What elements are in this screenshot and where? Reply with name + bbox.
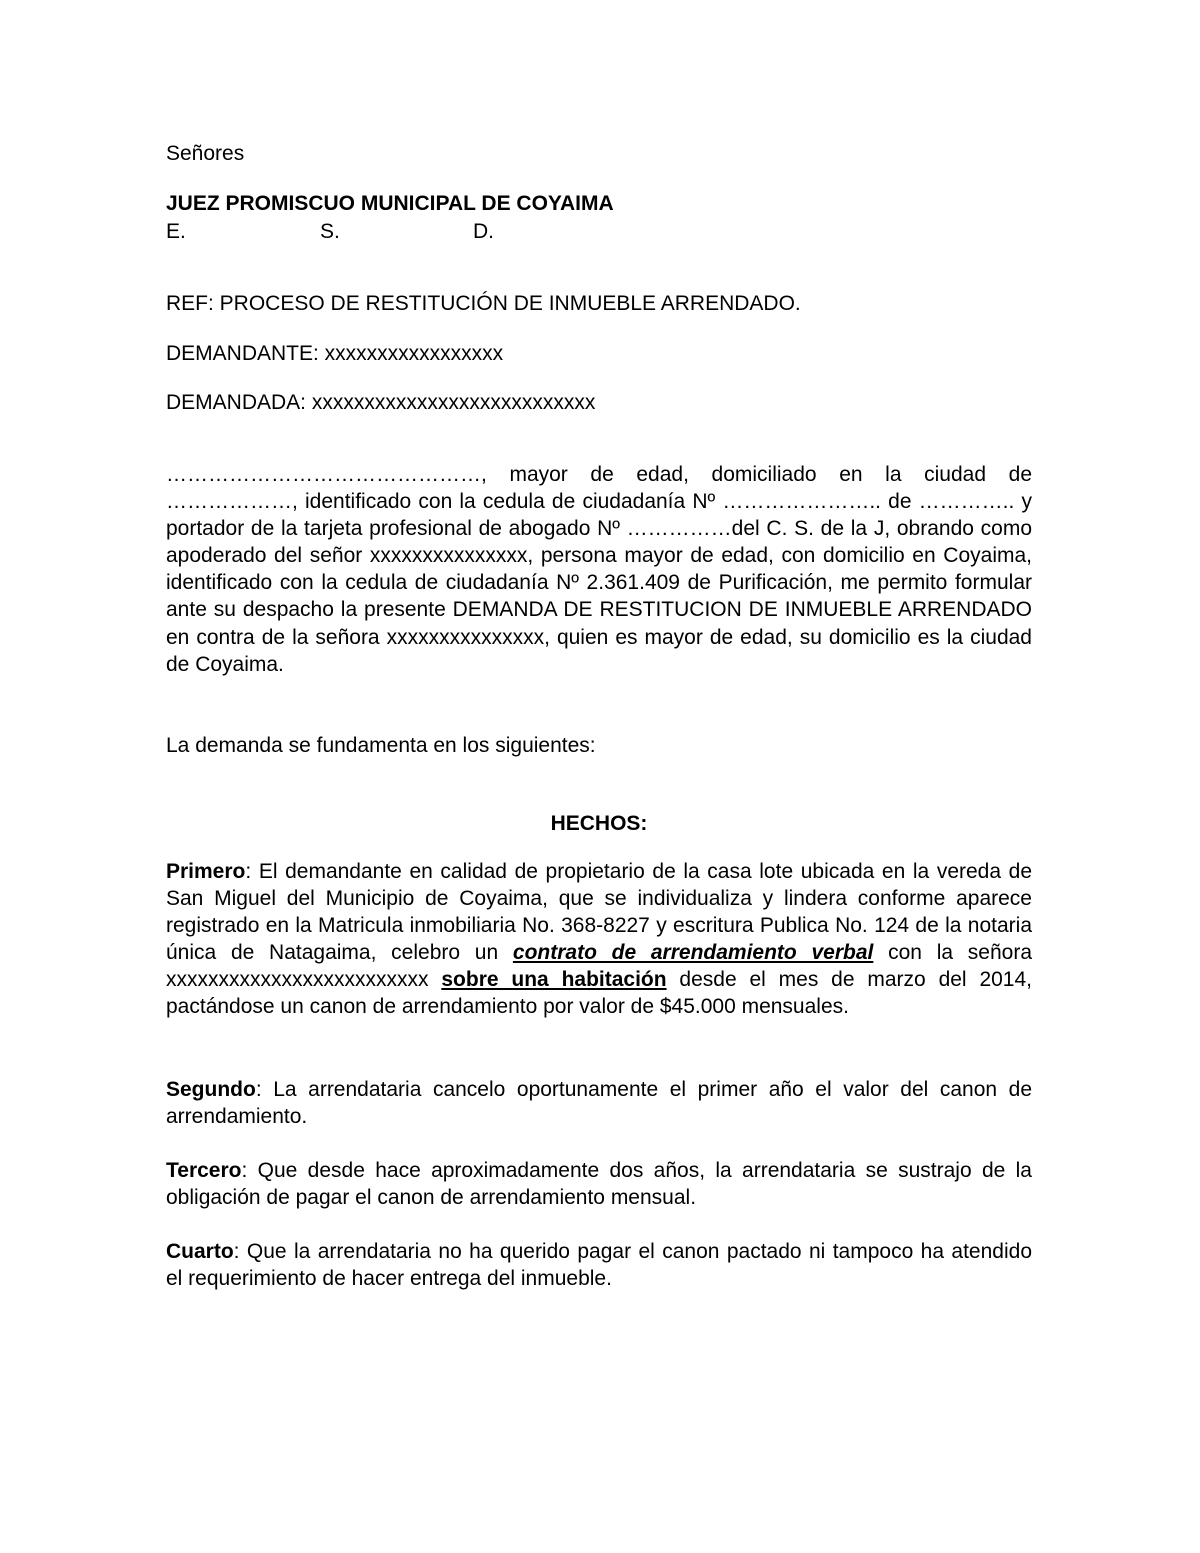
hechos-heading: HECHOS:	[550, 812, 648, 835]
hecho-primero-text-3: desde el mes de marzo del 2014, pactándose un canon de arrendamiento por valor de $45.000 mensuales.	[166, 968, 1032, 1019]
hecho-segundo	[166, 1076, 1032, 1130]
demandada-line: DEMANDADA: xxxxxxxxxxxxxxxxxxxxxxxxxxx	[166, 391, 596, 414]
hecho-primero-text-1: : El demandante en calidad de propietario de la casa lote ubicada en la vereda de San Miguel del Municipio de Coyaima, que se individualiza y lindera conforme aparece registrado en la Matricula inmobiliaria No. 368-8227 y escritura Publica No. 124 de la notaria única de Natagaima, celebro un	[166, 860, 1032, 965]
hecho-primero-emphasis-room: sobre una habitación	[441, 968, 667, 992]
demandante-line: DEMANDANTE: xxxxxxxxxxxxxxxxx	[166, 342, 504, 365]
salutation: Señores	[166, 142, 245, 165]
hecho-segundo-text: : La arrendataria cancelo oportunamente el primer año el valor del canon de arrendamiento.	[166, 1078, 1032, 1129]
esd-line	[166, 218, 1032, 245]
hecho-tercero-label: Tercero	[166, 1159, 242, 1182]
esd-d: D.	[473, 220, 494, 243]
hecho-cuarto-text: : Que la arrendataria no ha querido pagar el canon pactado ni tampoco ha atendido el requerimiento de hacer entrega del inmueble.	[166, 1240, 1032, 1291]
hecho-primero-emphasis-contract: contrato de arrendamiento verbal	[512, 941, 874, 965]
hecho-tercero	[166, 1157, 1032, 1211]
esd-e: E.	[166, 220, 186, 243]
hecho-cuarto	[166, 1238, 1032, 1292]
hecho-segundo-label: Segundo	[166, 1078, 256, 1101]
hecho-cuarto-label: Cuarto	[166, 1240, 234, 1263]
addressee: JUEZ PROMISCUO MUNICIPAL DE COYAIMA	[166, 192, 614, 215]
hecho-tercero-text: : Que desde hace aproximadamente dos años, la arrendataria se sustrajo de la obligación de pagar el canon de arrendamiento mensual.	[166, 1159, 1032, 1210]
hecho-primero-text-2: con la señora xxxxxxxxxxxxxxxxxxxxxxxxx	[166, 941, 1033, 992]
hecho-primero	[166, 858, 1032, 1021]
hecho-primero-label: Primero	[166, 860, 246, 883]
esd-s: S.	[320, 220, 340, 243]
document-page	[166, 0, 1032, 1553]
fundamenta-line: La demanda se fundamenta en los siguientes:	[166, 734, 596, 757]
intro-paragraph: ………………………………………, mayor de edad, domiciliado en la ciudad de ………………, identificado con la cedula de ciudadanía Nº ………………….. de ………….. y portador de la tarjeta profesional de abogado Nº ……………del C. S. de la J, obrando como apoderado del señor xxxxxxxxxxxxxxx, persona mayor de edad, con domicilio en Coyaima, identificado con la cedula de ciudadanía Nº 2.361.409 de Purificación, me permito formular ante su despacho la presente DEMANDA DE RESTITUCION DE INMUEBLE ARRENDADO en contra de la señora xxxxxxxxxxxxxxx, quien es mayor de edad, su domicilio es la ciudad de Coyaima.	[166, 463, 1032, 676]
reference-line: REF: PROCESO DE RESTITUCIÓN DE INMUEBLE ARRENDADO.	[166, 292, 801, 315]
